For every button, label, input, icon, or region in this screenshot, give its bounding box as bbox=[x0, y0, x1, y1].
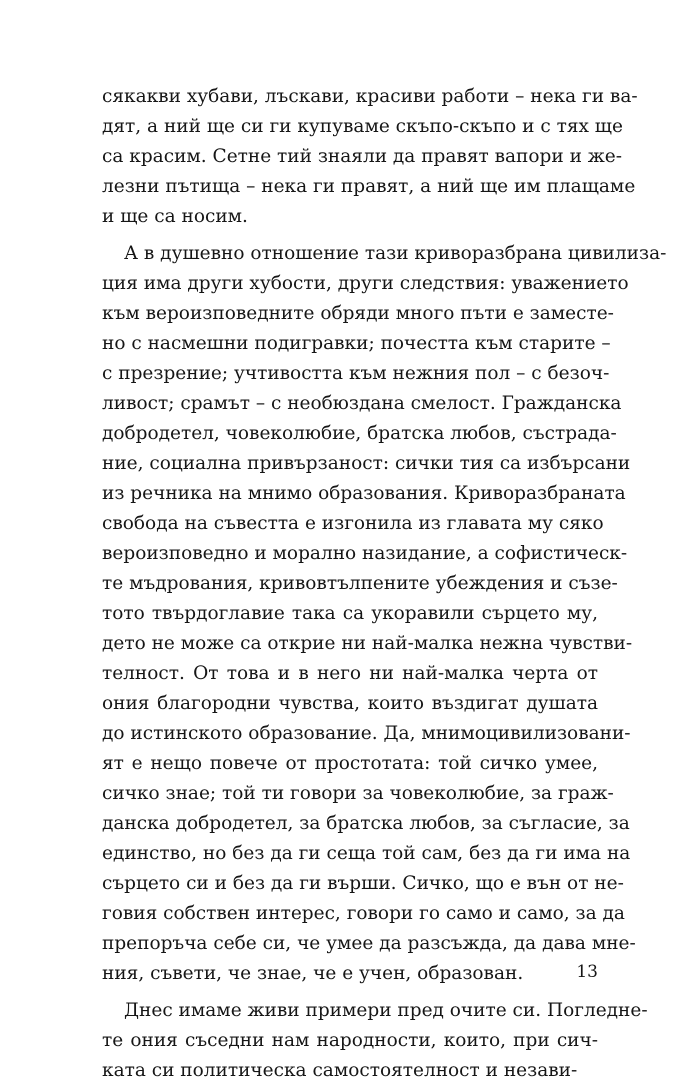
text-line: ния, съвети, че знае, че е учен, образован. bbox=[102, 963, 524, 984]
text-line: сичко знае; той ти говори за човеколюбие, за граж- bbox=[102, 783, 614, 804]
text-line: А в душевно отношение тази криворазбрана цивилиза- bbox=[124, 243, 667, 264]
text-line: са красим. Сетне тий знаяли да правят вапори и же- bbox=[102, 146, 623, 167]
paragraph-gap bbox=[102, 232, 598, 239]
text-line: тото твърдоглавие така са укоравили сърцето му, bbox=[102, 603, 598, 624]
text-line: с презрение; учтивостта към нежния пол – с безоч- bbox=[102, 363, 610, 384]
text-line: говия собствен интерес, говори го само и само, за да bbox=[102, 903, 625, 924]
text-line: ят е нещо повече от простотата: той сичко умее, bbox=[102, 753, 598, 774]
text-line: препоръча себе си, че умее да разсъжда, да дава мне- bbox=[102, 933, 636, 954]
text-line: ние, социална привързаност: сички тия са избърсани bbox=[102, 453, 631, 474]
text-line: но с насмешни подигравки; почестта към старите – bbox=[102, 333, 611, 354]
text-line: данска добродетел, за братска любов, за съгласие, за bbox=[102, 813, 630, 834]
text-line: те мъдрования, кривовтълпените убеждения и съзе- bbox=[102, 573, 618, 594]
text-line: дето не може са открие ни най-малка нежна чувстви- bbox=[102, 633, 633, 654]
text-line: ливост; срамът – с необюздана смелост. Гражданска bbox=[102, 393, 622, 414]
text-line: телност. От това и в него ни най-малка черта от bbox=[102, 663, 598, 684]
text-line: ция има други хубости, други следствия: уважението bbox=[102, 273, 629, 294]
text-line: ката си политическа самостоятелност и незави- bbox=[102, 1060, 578, 1081]
paragraph bbox=[102, 82, 638, 232]
text-line: единство, но без да ги сеща той сам, без да ги има на bbox=[102, 843, 631, 864]
text-line: и ще са носим. bbox=[102, 206, 248, 227]
text-line: свобода на съвестта е изгонила из главата му сяко bbox=[102, 513, 604, 534]
text-line: те ония съседни нам народности, които, при сич- bbox=[102, 1030, 598, 1051]
text-line: сякакви хубави, лъскави, красиви работи – нека ги ва- bbox=[102, 86, 638, 107]
text-line: дят, а ний ще си ги купуваме скъпо-скъпо и с тях ще bbox=[102, 116, 623, 137]
page-number: 13 bbox=[576, 962, 598, 982]
text-line: вероизповедно и морално назидание, а софистическ- bbox=[102, 543, 628, 564]
text-line: лезни пътища – нека ги правят, а ний ще им плащаме bbox=[102, 176, 636, 197]
body-text bbox=[102, 82, 667, 1086]
text-line: добродетел, човеколюбие, братска любов, състрада- bbox=[102, 423, 617, 444]
text-line: към вероизповедните обряди много пъти е заместе- bbox=[102, 303, 614, 324]
text-line: ония благородни чувства, които въздигат душата bbox=[102, 693, 598, 714]
paragraph bbox=[102, 996, 648, 1086]
text-line: Днес имаме живи примери пред очите си. Погледне- bbox=[124, 1000, 648, 1021]
text-line: сърцето си и без да ги върши. Сичко, що е вън от не- bbox=[102, 873, 624, 894]
paragraph bbox=[102, 239, 667, 989]
paragraph-gap bbox=[102, 989, 598, 996]
text-line: до истинското образование. Да, мнимоцивилизовани- bbox=[102, 723, 631, 744]
text-line: из речника на мнимо образования. Криворазбраната bbox=[102, 483, 626, 504]
